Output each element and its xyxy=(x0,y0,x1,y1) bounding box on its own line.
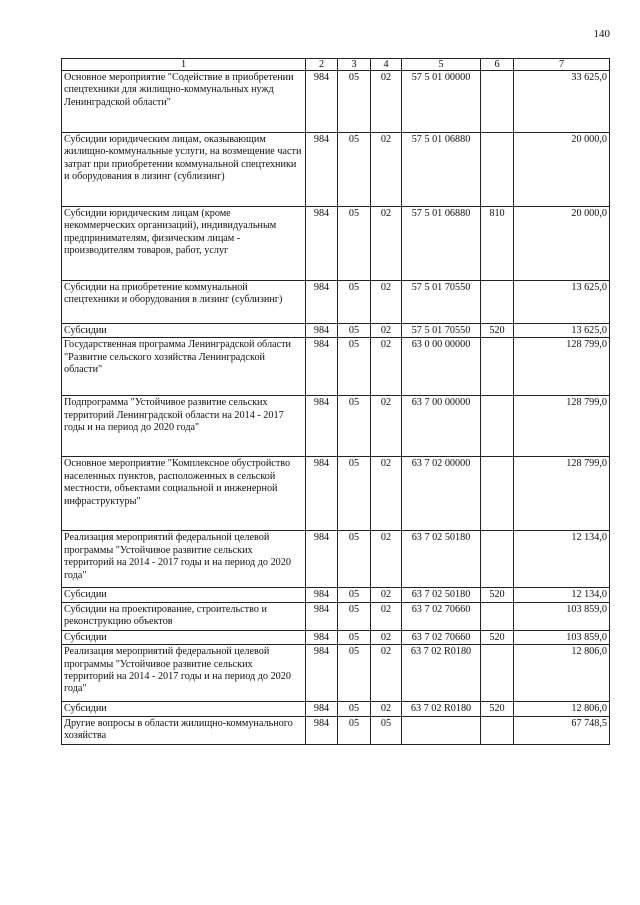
row-target-code: 63 0 00 00000 xyxy=(402,338,481,396)
column-header: 2 xyxy=(306,59,338,71)
row-expense-type xyxy=(481,133,514,207)
row-admin-code: 984 xyxy=(306,281,338,324)
table-row xyxy=(62,702,610,716)
row-section: 05 xyxy=(338,207,371,281)
row-target-code: 63 7 00 00000 xyxy=(402,396,481,457)
row-expense-type xyxy=(481,281,514,324)
row-amount: 128 799,0 xyxy=(514,396,610,457)
row-target-code: 57 5 01 06880 xyxy=(402,133,481,207)
row-name: Основное мероприятие "Содействие в приобретении спецтехники для жилищно-коммунальных нужд Ленинградской области" xyxy=(62,71,306,133)
row-expense-type: 810 xyxy=(481,207,514,281)
row-section: 05 xyxy=(338,457,371,531)
row-expense-type xyxy=(481,531,514,588)
row-admin-code: 984 xyxy=(306,338,338,396)
row-amount: 12 806,0 xyxy=(514,645,610,702)
row-name: Субсидии юридическим лицам, оказывающим жилищно-коммунальные услуги, на возмещение части затрат при приобретении коммунальной спецтехники и оборудования в лизинг (сублизинг) xyxy=(62,133,306,207)
row-admin-code: 984 xyxy=(306,602,338,630)
row-target-code: 63 7 02 70660 xyxy=(402,602,481,630)
table-row xyxy=(62,396,610,457)
table-row xyxy=(62,207,610,281)
row-target-code: 63 7 02 R0180 xyxy=(402,702,481,716)
row-section: 05 xyxy=(338,602,371,630)
budget-table xyxy=(61,58,610,745)
column-header: 6 xyxy=(481,59,514,71)
row-section: 05 xyxy=(338,645,371,702)
row-amount: 128 799,0 xyxy=(514,338,610,396)
row-expense-type xyxy=(481,457,514,531)
column-header: 5 xyxy=(402,59,481,71)
row-admin-code: 984 xyxy=(306,324,338,338)
row-expense-type: 520 xyxy=(481,588,514,602)
row-target-code: 63 7 02 50180 xyxy=(402,588,481,602)
row-amount: 13 625,0 xyxy=(514,324,610,338)
row-subsection: 02 xyxy=(371,338,402,396)
row-expense-type xyxy=(481,716,514,744)
table-row xyxy=(62,602,610,630)
row-expense-type xyxy=(481,338,514,396)
row-expense-type: 520 xyxy=(481,630,514,644)
row-admin-code: 984 xyxy=(306,71,338,133)
column-header: 3 xyxy=(338,59,371,71)
column-header: 7 xyxy=(514,59,610,71)
row-subsection: 02 xyxy=(371,133,402,207)
row-section: 05 xyxy=(338,630,371,644)
table-row xyxy=(62,338,610,396)
row-admin-code: 984 xyxy=(306,645,338,702)
row-expense-type: 520 xyxy=(481,702,514,716)
row-target-code: 63 7 02 70660 xyxy=(402,630,481,644)
row-admin-code: 984 xyxy=(306,457,338,531)
page-number: 140 xyxy=(593,28,610,40)
row-subsection: 05 xyxy=(371,716,402,744)
row-section: 05 xyxy=(338,396,371,457)
table-row xyxy=(62,716,610,744)
row-target-code: 57 5 01 06880 xyxy=(402,207,481,281)
row-name: Субсидии xyxy=(62,630,306,644)
row-name: Субсидии юридическим лицам (кроме некоммерческих организаций), индивидуальным предпринимателям, физическим лицам - производителям товаров, работ, услуг xyxy=(62,207,306,281)
row-admin-code: 984 xyxy=(306,630,338,644)
row-name: Субсидии xyxy=(62,702,306,716)
row-expense-type: 520 xyxy=(481,324,514,338)
row-name: Субсидии xyxy=(62,324,306,338)
row-section: 05 xyxy=(338,716,371,744)
row-expense-type xyxy=(481,396,514,457)
row-expense-type xyxy=(481,645,514,702)
row-section: 05 xyxy=(338,338,371,396)
row-section: 05 xyxy=(338,71,371,133)
table-row xyxy=(62,531,610,588)
row-section: 05 xyxy=(338,588,371,602)
row-subsection: 02 xyxy=(371,602,402,630)
column-header: 1 xyxy=(62,59,306,71)
row-admin-code: 984 xyxy=(306,588,338,602)
row-name: Подпрограмма "Устойчивое развитие сельских территорий Ленинградской области на 2014 - 2017 годы и на период до 2020 года" xyxy=(62,396,306,457)
row-name: Реализация мероприятий федеральной целевой программы "Устойчивое развитие сельских территорий на 2014 - 2017 годы и на период до 2020 года" xyxy=(62,645,306,702)
row-amount: 12 134,0 xyxy=(514,531,610,588)
header-row xyxy=(62,59,610,71)
row-target-code: 63 7 02 00000 xyxy=(402,457,481,531)
table-row xyxy=(62,645,610,702)
row-amount: 103 859,0 xyxy=(514,630,610,644)
row-target-code: 63 7 02 R0180 xyxy=(402,645,481,702)
row-amount: 12 806,0 xyxy=(514,702,610,716)
row-expense-type xyxy=(481,71,514,133)
row-subsection: 02 xyxy=(371,71,402,133)
column-header: 4 xyxy=(371,59,402,71)
row-admin-code: 984 xyxy=(306,702,338,716)
row-amount: 20 000,0 xyxy=(514,207,610,281)
row-target-code: 57 5 01 70550 xyxy=(402,324,481,338)
row-target-code: 63 7 02 50180 xyxy=(402,531,481,588)
row-name: Другие вопросы в области жилищно-коммунального хозяйства xyxy=(62,716,306,744)
row-admin-code: 984 xyxy=(306,396,338,457)
table-row xyxy=(62,324,610,338)
row-subsection: 02 xyxy=(371,281,402,324)
row-admin-code: 984 xyxy=(306,531,338,588)
row-admin-code: 984 xyxy=(306,133,338,207)
table-row xyxy=(62,71,610,133)
row-name: Реализация мероприятий федеральной целевой программы "Устойчивое развитие сельских территорий на 2014 - 2017 годы и на период до 2020 года" xyxy=(62,531,306,588)
row-section: 05 xyxy=(338,133,371,207)
row-amount: 128 799,0 xyxy=(514,457,610,531)
row-name: Основное мероприятие "Комплексное обустройство населенных пунктов, расположенных в сельской местности, объектами социальной и инженерной инфраструктуры" xyxy=(62,457,306,531)
table-row xyxy=(62,457,610,531)
row-section: 05 xyxy=(338,281,371,324)
row-name: Субсидии на приобретение коммунальной спецтехники и оборудования в лизинг (сублизинг) xyxy=(62,281,306,324)
row-subsection: 02 xyxy=(371,207,402,281)
row-name: Государственная программа Ленинградской области "Развитие сельского хозяйства Ленинградской области" xyxy=(62,338,306,396)
table-row xyxy=(62,588,610,602)
row-amount: 103 859,0 xyxy=(514,602,610,630)
table-row xyxy=(62,133,610,207)
row-target-code xyxy=(402,716,481,744)
row-section: 05 xyxy=(338,324,371,338)
table-row xyxy=(62,630,610,644)
row-amount: 33 625,0 xyxy=(514,71,610,133)
row-subsection: 02 xyxy=(371,630,402,644)
row-subsection: 02 xyxy=(371,531,402,588)
row-target-code: 57 5 01 00000 xyxy=(402,71,481,133)
row-amount: 13 625,0 xyxy=(514,281,610,324)
row-section: 05 xyxy=(338,702,371,716)
row-subsection: 02 xyxy=(371,645,402,702)
table-row xyxy=(62,281,610,324)
row-amount: 20 000,0 xyxy=(514,133,610,207)
row-subsection: 02 xyxy=(371,588,402,602)
row-amount: 12 134,0 xyxy=(514,588,610,602)
row-admin-code: 984 xyxy=(306,207,338,281)
row-subsection: 02 xyxy=(371,457,402,531)
row-admin-code: 984 xyxy=(306,716,338,744)
row-name: Субсидии на проектирование, строительство и реконструкцию объектов xyxy=(62,602,306,630)
row-subsection: 02 xyxy=(371,324,402,338)
row-amount: 67 748,5 xyxy=(514,716,610,744)
row-subsection: 02 xyxy=(371,396,402,457)
row-subsection: 02 xyxy=(371,702,402,716)
row-target-code: 57 5 01 70550 xyxy=(402,281,481,324)
row-expense-type xyxy=(481,602,514,630)
row-name: Субсидии xyxy=(62,588,306,602)
row-section: 05 xyxy=(338,531,371,588)
